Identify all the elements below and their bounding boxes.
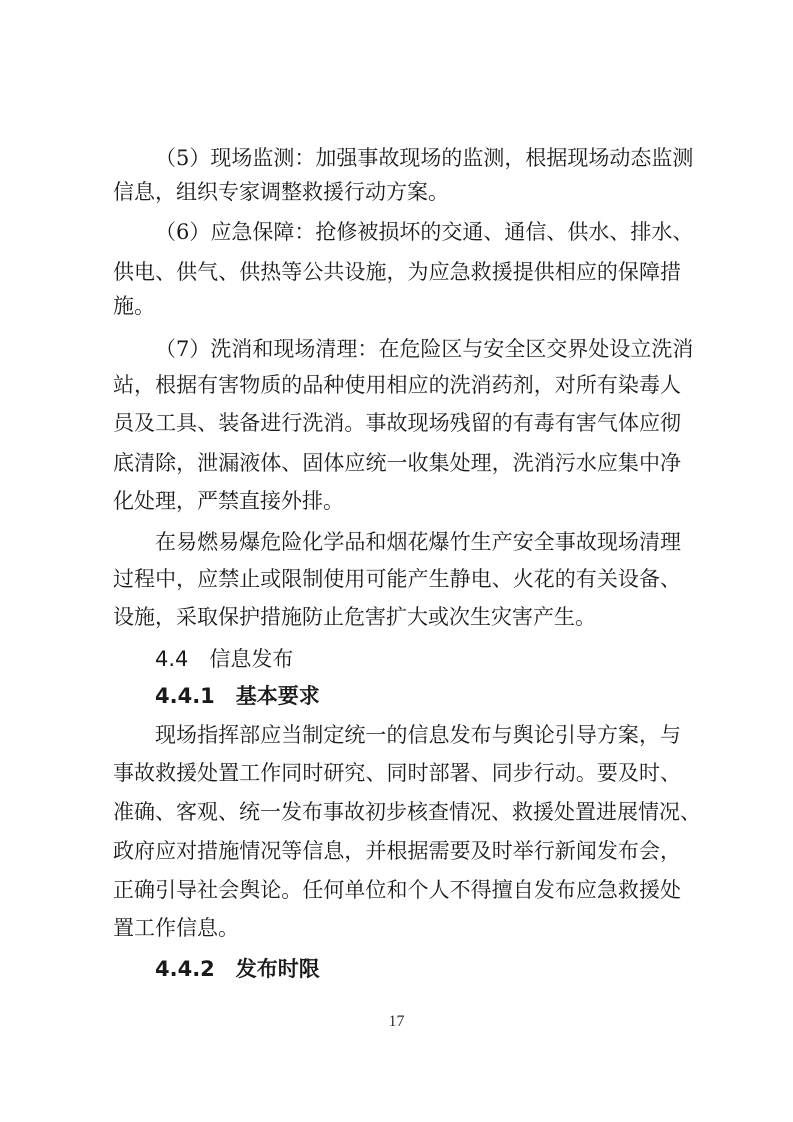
paragraph-line: 设施，采取保护措施防止危害扩大或次生灾害产生。	[113, 605, 596, 629]
paragraph-line: 站，根据有害物质的品种使用相应的洗消药剂，对所有染毒人	[113, 373, 681, 397]
paragraph-line: 正确引导社会舆论。任何单位和个人不得擅自发布应急救援处	[113, 878, 681, 902]
paragraph-line: 化处理，严禁直接外排。	[113, 489, 344, 513]
subsection-heading: 4.4.1 基本要求	[155, 684, 320, 708]
subsection-heading: 4.4.2 发布时限	[155, 957, 320, 981]
section-heading: 4.4 信息发布	[155, 647, 294, 671]
paragraph-line: 事故救援处置工作同时研究、同时部署、同步行动。要及时、	[113, 761, 681, 785]
paragraph-line: 置工作信息。	[113, 916, 239, 940]
paragraph-line: （6）应急保障：抢修被损坏的交通、通信、供水、排水、	[155, 220, 694, 244]
paragraph-line: 准确、客观、统一发布事故初步核查情况、救援处置进展情况、	[113, 800, 701, 824]
paragraph-line: 在易燃易爆危险化学品和烟花爆竹生产安全事故现场清理	[155, 530, 681, 554]
paragraph-line: 信息，组织专家调整救援行动方案。	[113, 180, 449, 204]
paragraph-line: 现场指挥部应当制定统一的信息发布与舆论引导方案，与	[155, 723, 681, 747]
paragraph-line: 过程中，应禁止或限制使用可能产生静电、火花的有关设备、	[113, 567, 681, 591]
paragraph-line: （5）现场监测：加强事故现场的监测，根据现场动态监测	[155, 146, 694, 170]
paragraph-line: 政府应对措施情况等信息，并根据需要及时举行新闻发布会，	[113, 839, 681, 863]
paragraph-line: （7）洗消和现场清理：在危险区与安全区交界处设立洗消	[155, 337, 694, 361]
paragraph-line: 供电、供气、供热等公共设施，为应急救援提供相应的保障措	[113, 260, 681, 284]
paragraph-line: 员及工具、装备进行洗消。事故现场残留的有毒有害气体应彻	[113, 411, 681, 435]
paragraph-line: 底清除，泄漏液体、固体应统一收集处理，洗消污水应集中净	[113, 451, 681, 475]
paragraph-line: 施。	[113, 294, 155, 318]
page-number: 17	[388, 1013, 405, 1030]
